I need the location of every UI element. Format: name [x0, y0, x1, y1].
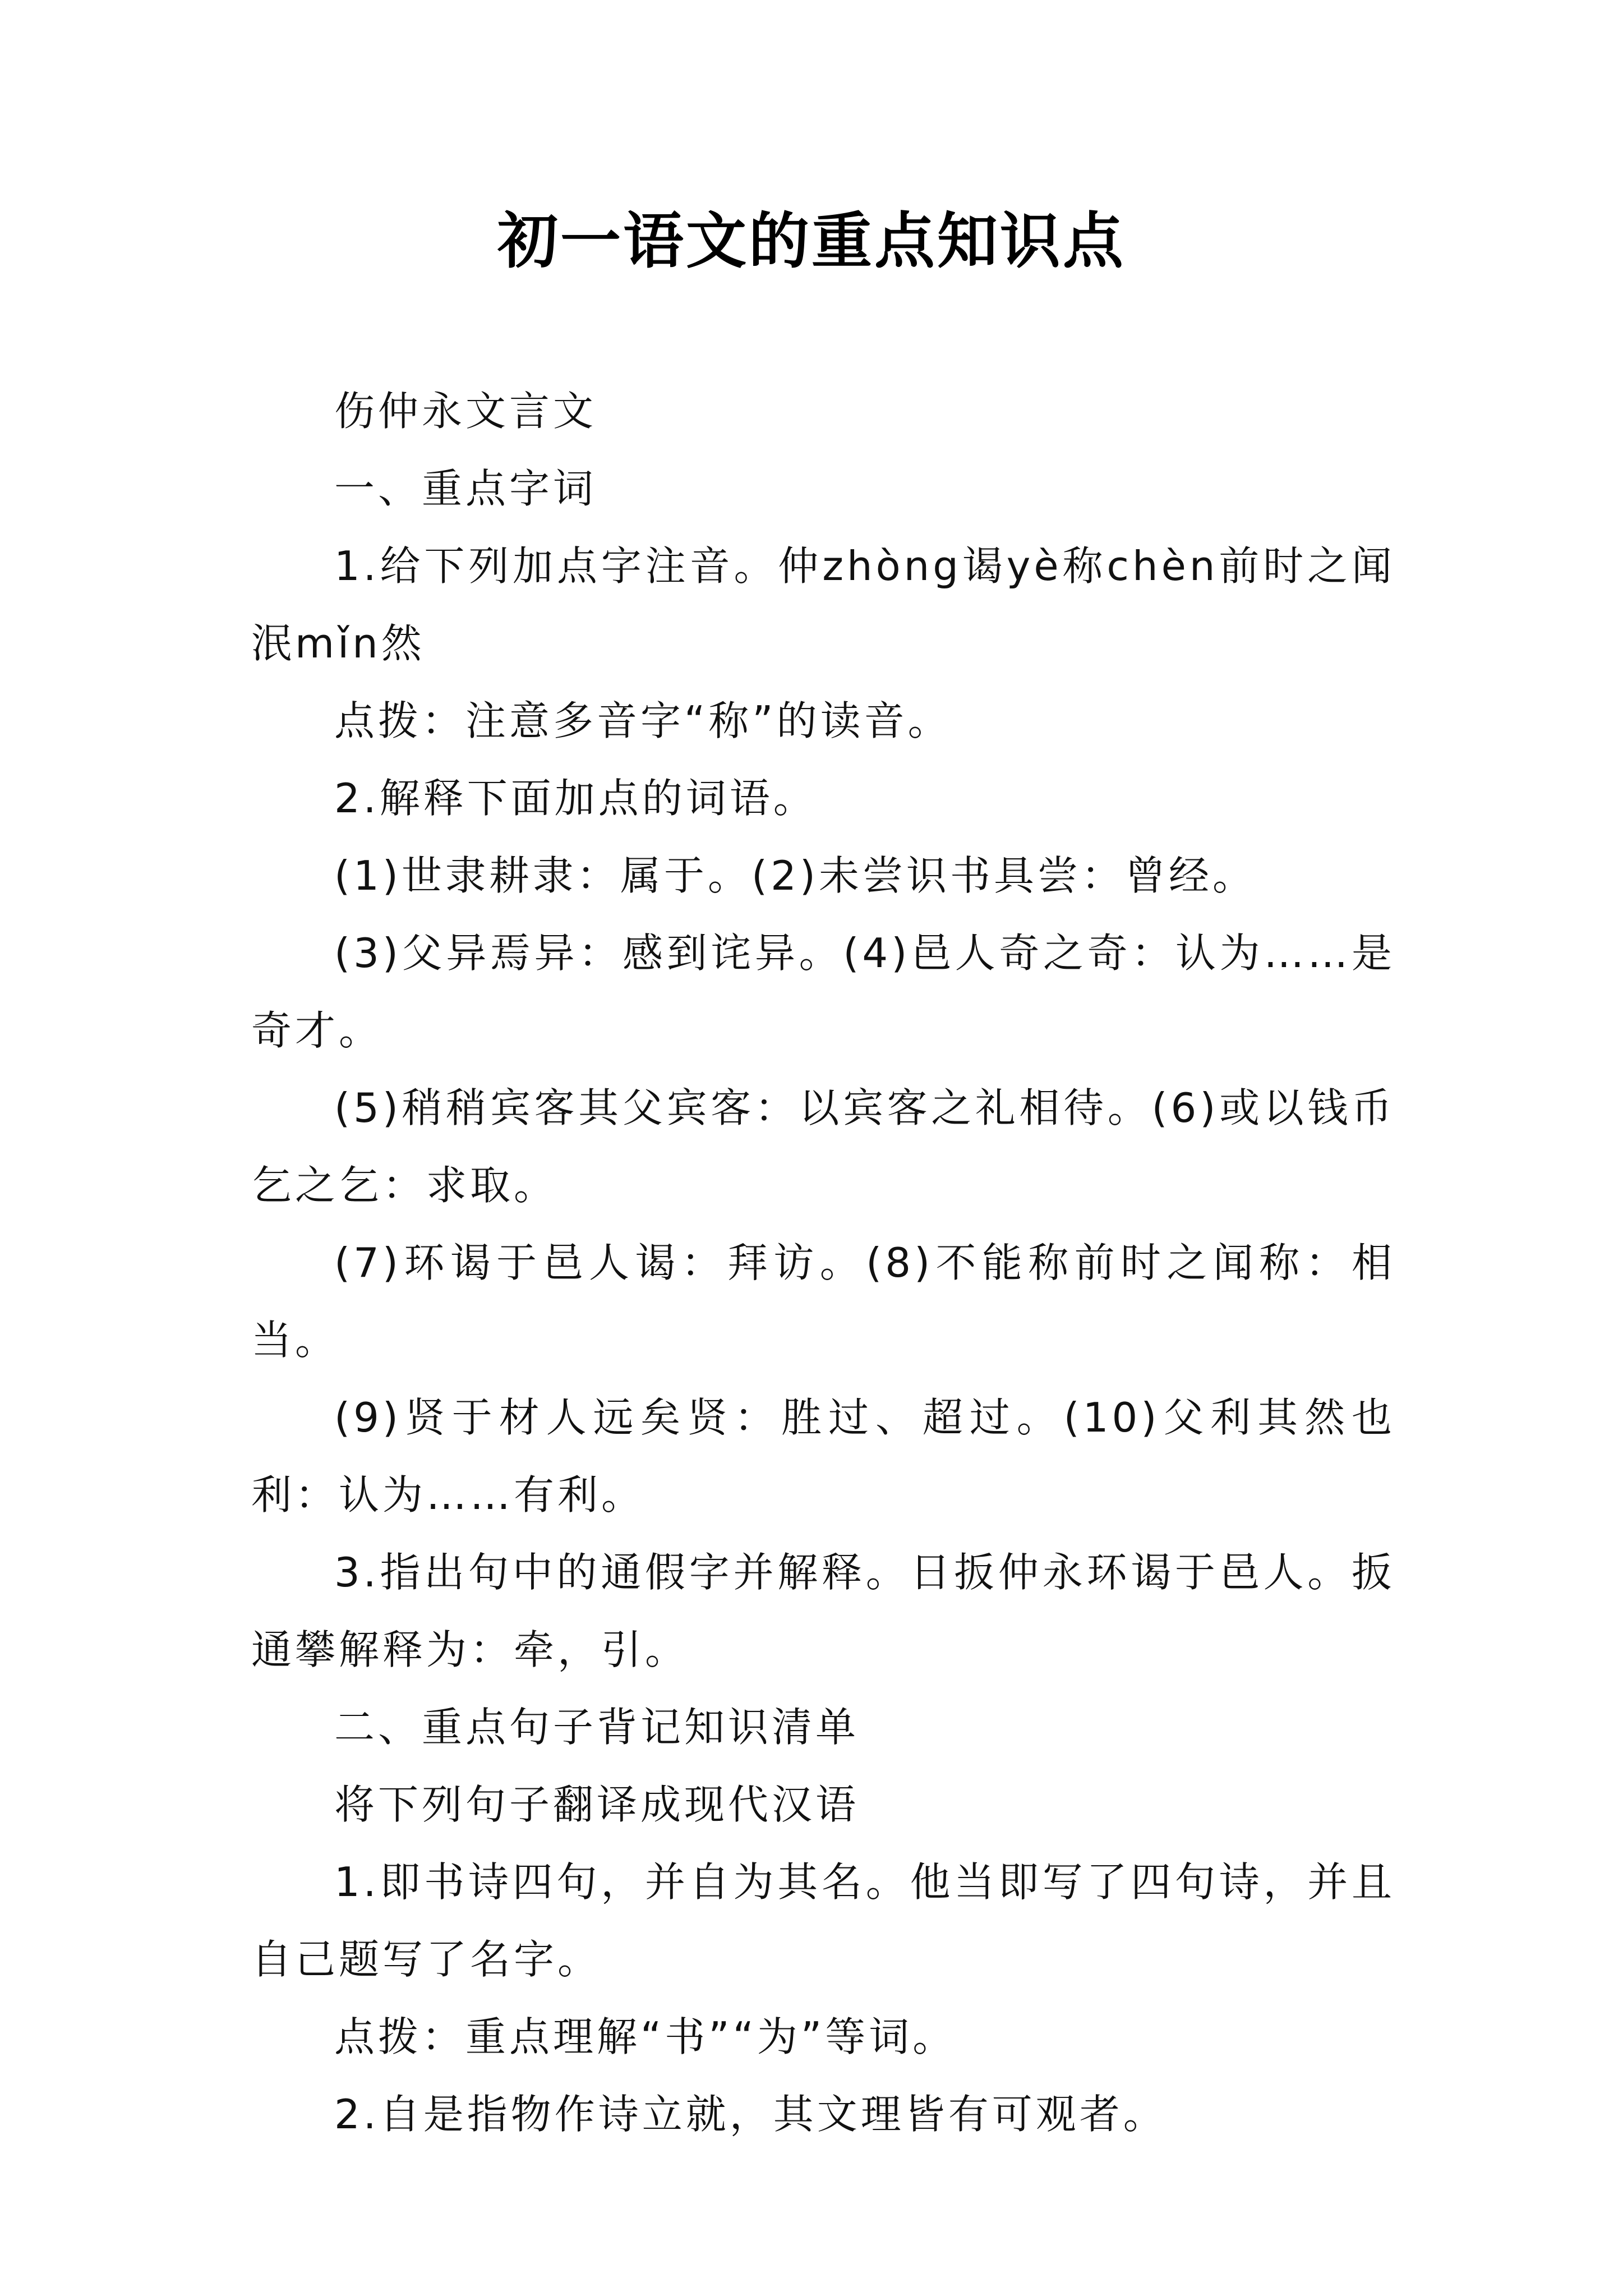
paragraph-12: 二、重点句子背记知识清单 — [334, 1704, 860, 1751]
document-body — [251, 372, 1395, 2153]
paragraph-14: 1.即书诗四句，并自为其名。他当即写了四句诗，并且自己题写了名字。 — [251, 1858, 1395, 1983]
paragraph-13: 将下列句子翻译成现代汉语 — [334, 1781, 860, 1828]
paragraph-6: (1)世隶耕隶：属于。(2)未尝识书具尝：曾经。 — [334, 852, 1256, 899]
paragraph-11: 3.指出句中的通假字并解释。日扳仲永环谒于邑人。扳通攀解释为：牵，引。 — [251, 1549, 1395, 1673]
paragraph-10: (9)贤于材人远矣贤：胜过、超过。(10)父利其然也利：认为……有利。 — [251, 1394, 1395, 1519]
document-title: 初一语文的重点知识点 — [497, 206, 1126, 277]
paragraph-15: 点拨：重点理解“书”“为”等词。 — [334, 2013, 957, 2060]
paragraph-7: (3)父异焉异：感到诧异。(4)邑人奇之奇：认为……是奇才。 — [251, 930, 1395, 1054]
paragraph-1: 伤仲永文言文 — [334, 388, 597, 435]
paragraph-9: (7)环谒于邑人谒：拜访。(8)不能称前时之闻称：相当。 — [251, 1239, 1395, 1364]
paragraph-4: 点拨：注意多音字“称”的读音。 — [334, 697, 952, 744]
paragraph-8: (5)稍稍宾客其父宾客：以宾客之礼相待。(6)或以钱币乞之乞：求取。 — [251, 1084, 1395, 1209]
paragraph-2: 一、重点字词 — [334, 465, 597, 512]
paragraph-3: 1.给下列加点字注音。仲zhòng谒yè称chèn前时之闻泯mǐn然 — [251, 542, 1395, 667]
paragraph-5: 2.解释下面加点的词语。 — [334, 775, 817, 822]
paragraph-16: 2.自是指物作诗立就，其文理皆有可观者。 — [334, 2091, 1167, 2138]
